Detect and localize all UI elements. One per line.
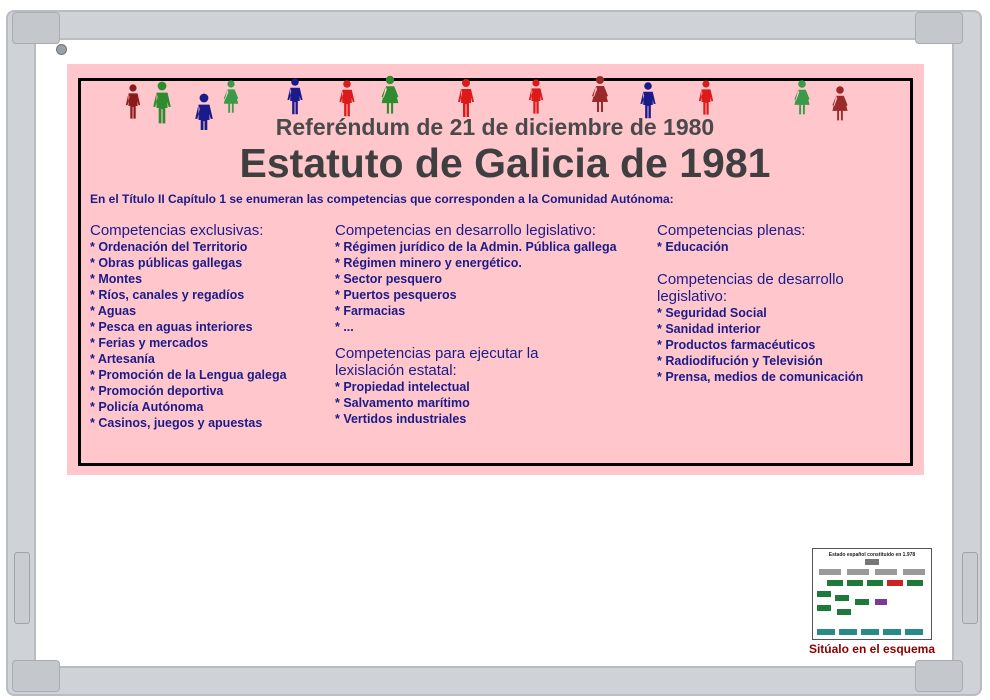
list-item: * Prensa, medios de comunicación xyxy=(657,370,864,384)
list-item: * Pesca en aguas interiores xyxy=(90,320,253,334)
frame-clip-right xyxy=(962,552,978,624)
list-item: * Farmacias xyxy=(335,304,406,318)
frame-clip-left xyxy=(14,552,30,624)
list-item: * ... xyxy=(335,320,354,334)
man-figure-icon xyxy=(287,78,302,114)
list-item: * Sanidad interior xyxy=(657,322,761,336)
list-item: * Educación xyxy=(657,240,729,254)
woman-figure-icon xyxy=(382,76,399,114)
list-item: * Montes xyxy=(90,272,143,286)
list-item: * Policía Autónoma xyxy=(90,400,204,414)
woman-figure-icon xyxy=(592,76,608,112)
man-figure-icon xyxy=(458,79,474,117)
list-item: * Ferias y mercados xyxy=(90,336,209,350)
list-item: * Radiodifución y Televisión xyxy=(657,354,823,368)
list-item: * Seguridad Social xyxy=(657,306,767,320)
frame-corner-bottom-right xyxy=(915,660,963,692)
man-figure-icon xyxy=(699,80,713,114)
list-item: * Sector pesquero xyxy=(335,272,442,286)
list-item: * Régimen minero y energético. xyxy=(335,256,522,270)
section-heading: Competencias exclusivas: xyxy=(90,222,264,239)
list-item: * Promoción de la Lengua galega xyxy=(90,368,287,382)
scheme-caption-link[interactable]: Sitúalo en el esquema xyxy=(808,642,936,656)
column-full xyxy=(657,222,887,395)
people-figures xyxy=(0,0,990,130)
competence-list xyxy=(335,379,617,427)
intro-text: En el Título II Capítulo 1 se enumeran las competencias que corresponden a la Comunidad Autónoma: xyxy=(90,192,674,206)
list-item: * Obras públicas gallegas xyxy=(90,256,243,270)
section-heading: Competencias para ejecutar la lexislación estatal: xyxy=(335,345,539,379)
section-heading: Competencias de desarrollo legislativo: xyxy=(657,271,844,305)
man-figure-icon xyxy=(339,80,354,116)
list-item: * Puertos pesqueros xyxy=(335,288,457,302)
frame-corner-bottom-left xyxy=(12,660,60,692)
section-heading: Competencias en desarrollo legislativo: xyxy=(335,222,596,239)
page-title: Estatuto de Galicia de 1981 xyxy=(239,140,771,186)
competence-list xyxy=(335,239,617,335)
list-item: * Régimen jurídico de la Admin. Pública gallega xyxy=(335,240,617,254)
man-figure-icon xyxy=(640,82,655,118)
list-item: * Ríos, canales y regadíos xyxy=(90,288,245,302)
referendum-subtitle: Referéndum de 21 de diciembre de 1980 xyxy=(275,114,715,140)
scheme-thumbnail-link[interactable] xyxy=(812,548,932,640)
list-item: * Aguas xyxy=(90,304,137,318)
list-item: * Productos farmacéuticos xyxy=(657,338,816,352)
woman-figure-icon xyxy=(224,80,238,112)
competence-list xyxy=(657,239,887,255)
man-figure-icon xyxy=(529,79,543,113)
list-item: * Propiedad intelectual xyxy=(335,380,470,394)
list-item: * Ordenación del Territorio xyxy=(90,240,248,254)
section-heading: Competencias plenas: xyxy=(657,222,806,239)
list-item: * Salvamento marítimo xyxy=(335,396,470,410)
competence-list xyxy=(90,239,287,431)
scheme-diagram-icon xyxy=(813,549,931,639)
column-development xyxy=(335,222,617,437)
list-item: * Promoción deportiva xyxy=(90,384,224,398)
competence-list xyxy=(657,305,887,385)
list-item: * Casinos, juegos y apuestas xyxy=(90,416,263,430)
list-item: * Artesanía xyxy=(90,352,155,366)
woman-figure-icon xyxy=(794,80,809,114)
thumbnail-title: Estado español constituido en 1.978 xyxy=(828,552,916,558)
list-item: * Vertidos industriales xyxy=(335,412,467,426)
column-exclusive xyxy=(90,222,287,441)
